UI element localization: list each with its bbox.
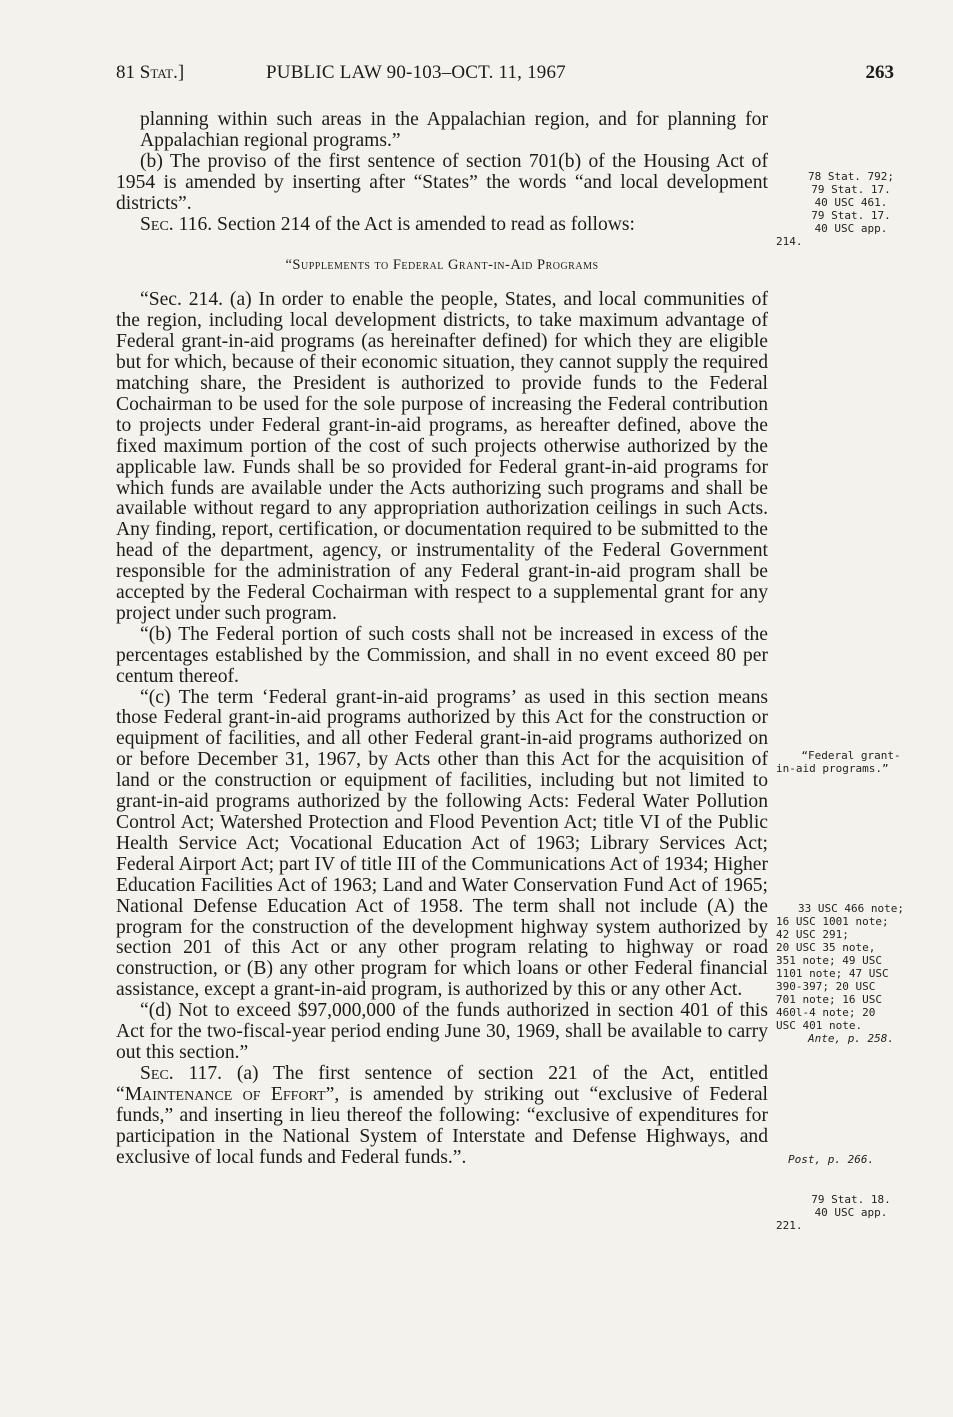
statute-volume: 81 — [116, 62, 135, 83]
sec-label: Sec. — [140, 213, 174, 235]
page-title: PUBLIC LAW 90-103–OCT. 11, 1967 — [266, 62, 566, 83]
statute-word: Stat. — [139, 62, 178, 83]
margin-line: 16 USC 1001 note; — [776, 915, 889, 928]
running-head — [116, 62, 894, 92]
margin-line: 40 USC app. — [814, 222, 888, 235]
statute-bracket: ] — [177, 62, 185, 83]
margin-line: 214. — [776, 235, 803, 248]
margin-line: 40 USC 461. — [814, 196, 888, 209]
margin-line: 460l-4 note; 20 — [776, 1006, 876, 1019]
maintenance-of-effort: Maintenance of Effort — [124, 1083, 326, 1105]
margin-line: 42 USC 291; — [776, 928, 849, 941]
margin-line: 79 Stat. 17. — [811, 183, 891, 196]
margin-line: 351 note; 49 USC — [776, 954, 882, 967]
margin-line: 78 Stat. 792; — [807, 170, 895, 183]
paragraph-planning: planning within such areas in the Appalachian region, and for planning for Appalachian regional programs.” — [140, 109, 768, 151]
margin-line: Ante, p. 258. — [807, 1032, 895, 1045]
sec-117-text-b: ”, is amended by striking out “exclusive of Federal funds,” and inserting in lieu thereof the following: “exclusive of expenditures for participation in the National System of Interstate and Defense Highways, and exclusive of local funds and Federal funds.”. — [116, 1083, 769, 1168]
sec-116-text: 116. Section 214 of the Act is amended to read as follows: — [173, 213, 635, 235]
margin-line: 1101 note; 47 USC — [776, 967, 889, 980]
sec-117-text-a: 117. (a) The first sentence of section 221 of the Act, entitled “ — [116, 1062, 768, 1105]
margin-note-statutes-2 — [776, 1193, 926, 1232]
body-text — [116, 110, 768, 1168]
margin-note-post: Post, p. 266. — [788, 1153, 875, 1166]
margin-line: 221. — [776, 1219, 803, 1232]
page-number: 263 — [865, 62, 894, 83]
margin-line: 33 USC 466 note; — [798, 902, 904, 915]
statute-reference — [116, 62, 184, 84]
margin-line: 701 note; 16 USC — [776, 993, 882, 1006]
margin-note-citations — [776, 902, 926, 1045]
margin-line: 40 USC app. — [814, 1206, 888, 1219]
margin-line: in-aid programs.” — [776, 762, 889, 775]
margin-line: 79 Stat. 18. — [811, 1193, 891, 1206]
paragraph-sec-214-a: “Sec. 214. (a) In order to enable the people, States, and local communities of the region, including local development districts, to take maximum advantage of Federal grant-in-aid programs (as hereinafter defined) for which they are eligible but for which, because of their economic situation, they cannot supply the required matching share, the President is authorized to provide funds to the Federal Cochairman to be used for the sole purpose of increasing the Federal contribution to projects under Federal grant-in-aid programs, as hereafter defined, above the fixed maximum portion of the cost of such projects otherwise authorized by the applicable law. Funds shall be so provided for Federal grant-in-aid programs for which funds are available under the Acts authorizing such programs and shall be available without regard to any appropriation authorization ceilings in such Acts. Any finding, report, certification, or documentation required to be submitted to the head of the department, agency, or instrumentality of the Federal Government responsible for the administration of any Federal grant-in-aid program shall be accepted by the Federal Cochairman with respect to a supplemental grant for any project under such program. — [116, 289, 768, 624]
paragraph-sec-214-c: “(c) The term ‘Federal grant-in-aid programs’ as used in this section means those Federal grant-in-aid programs authorized by this Act for the construction or equipment of facilities, and all other Federal grant-in-aid programs authorized on or before December 31, 1967, by Acts other than this Act for the acquisition of land or the construction or equipment of facilities, including but not limited to grant-in-aid programs authorized by the following Acts: Federal Water Pollution Control Act; Watershed Protection and Flood Pevention Act; title VI of the Public Health Service Act; Vocational Education Act of 1963; Library Services Act; Federal Airport Act; part IV of title III of the Communications Act of 1934; Higher Education Facilities Act of 1963; Land and Water Conservation Fund Act of 1965; National Defense Education Act of 1958. The term shall not include (A) the program for the construction of the development highway system authorized by section 201 of this Act or any other program relating to highway or road construction, or (B) any other program for which loans or other Federal financial assistance, except a grant-in-aid program, is authorized by this or any other Act. — [116, 686, 768, 1001]
paragraph-sec-117 — [116, 1064, 768, 1169]
margin-line: 20 USC 35 note, — [776, 941, 876, 954]
margin-line: USC 401 note. — [776, 1019, 863, 1032]
section-heading: “Supplements to Federal Grant-in-Aid Programs — [285, 257, 599, 274]
paragraph-sec-214-b: “(b) The Federal portion of such costs shall not be increased in excess of the percentages established by the Commission, and shall in no event exceed 80 per centum thereof. — [116, 623, 768, 687]
margin-note-definition — [776, 749, 926, 775]
paragraph-sec-116 — [116, 215, 768, 236]
sec-label: Sec. — [140, 1062, 174, 1084]
margin-line: “Federal grant- — [801, 749, 901, 762]
margin-line: 390-397; 20 USC — [776, 980, 876, 993]
paragraph-sec-214-d: “(d) Not to exceed $97,000,000 of the funds authorized in section 401 of this Act for the two-fiscal-year period ending June 30, 1969, shall be available to carry out this section.” — [116, 1000, 768, 1063]
margin-line: 79 Stat. 17. — [811, 209, 891, 222]
paragraph-housing-act: (b) The proviso of the first sentence of section 701(b) of the Housing Act of 1954 is amended by inserting after “States” the words “and local development districts”. — [116, 150, 768, 214]
margin-note-statutes-1 — [776, 170, 926, 248]
